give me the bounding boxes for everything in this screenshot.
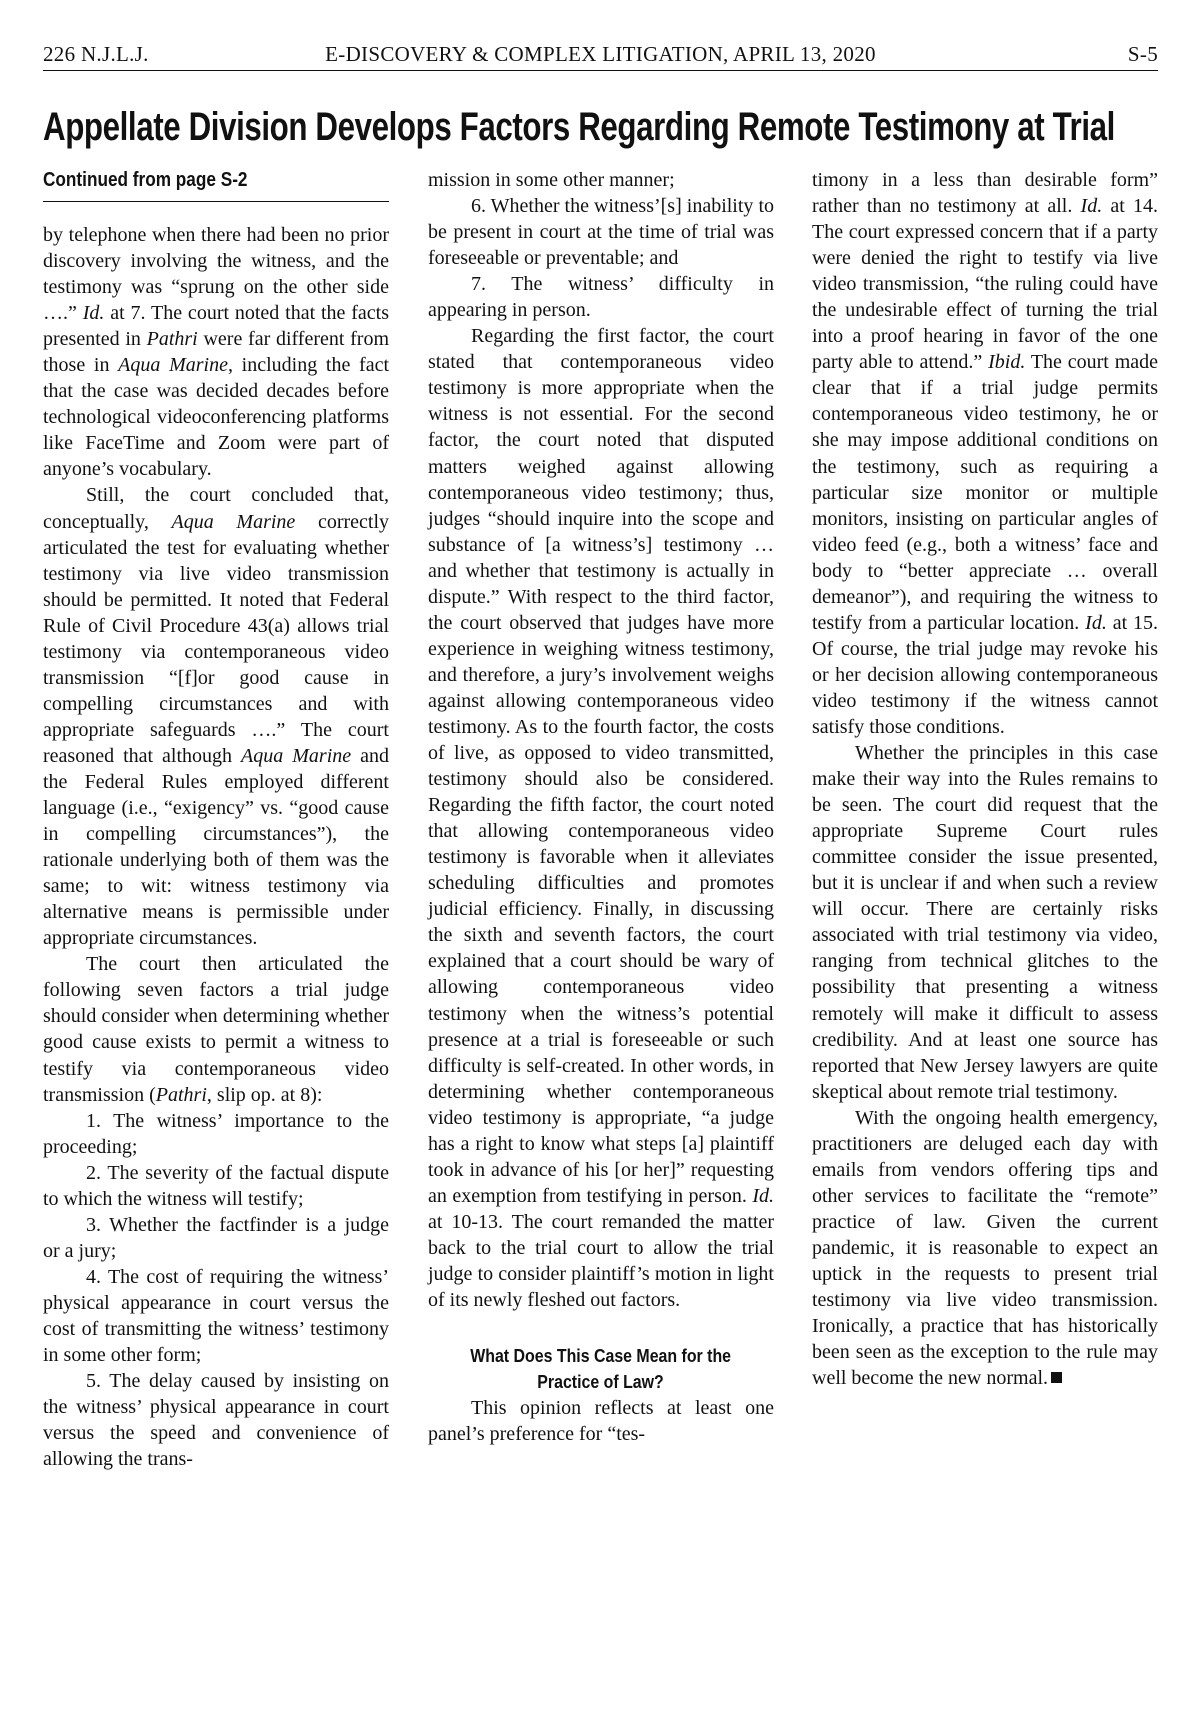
continued-from-label: Continued from page S-2: [43, 167, 389, 202]
paragraph: With the ongoing health emergency, practitioners are deluged each day with emails from vendors offering tips and other services to facilitate the “remote” practice of law. Given the current pandemic, it is reasonable to expect an uptick in the requests to present trial testimony via live video transmission. Ironically, a practice that has historically been seen as the exception to the rule may well become the new normal.: [812, 1106, 1158, 1390]
running-header: [43, 40, 1158, 71]
end-of-article-mark: [1051, 1372, 1062, 1383]
section-title: E-DISCOVERY & COMPLEX LITIGATION, APRIL 13, 2020: [325, 42, 876, 66]
section-subheading: What Does This Case Mean for the Practice of Law?: [470, 1345, 732, 1393]
paragraph: Regarding the first factor, the court stated that contemporaneous video testimony is more appropriate when the witness is not essential. For the second factor, the court noted that disputed matters weighed against allowing contemporaneous video testimony; thus, judges “should inquire into the scope and substance of [a witness’s] testimony … and whether that testimony is actually in dispute.” With respect to the third factor, the court observed that judges have more experience in weighing witness testimony, and therefore, a jury’s involvement weighs against allowing contemporaneous video testimony. As to the fourth factor, the costs of live, as opposed to video transmitted, testimony should also be considered. Regarding the fifth factor, the court noted that allowing contemporaneous video testimony is favorable when it alleviates scheduling difficulties and promotes judicial efficiency. Finally, in discussing the sixth and seventh factors, the court explained that a court should be wary of allowing contemporaneous video testimony when the witness’s potential presence at a trial is foreseeable or such difficulty is self-created. In other words, in determining whether contemporaneous video testimony is appropriate, “a judge has a right to know what steps [a] plaintiff took in advance of his [or her]” requesting an exemption from testifying in person. Id. at 10-13. The court remanded the matter back to the trial court to allow the trial judge to consider plaintiff’s motion in light of its newly fleshed out factors.: [428, 325, 774, 1312]
headline-text: Appellate Division Develops Factors Regarding Remote Testimony at Trial: [43, 105, 1115, 149]
factor-item: 4. The cost of requiring the witness’ physical appearance in court versus the cost of transmitting the witness’ testimony in some other form;: [43, 1265, 389, 1367]
factor-item: 2. The severity of the factual dispute to which the witness will testify;: [43, 1161, 389, 1210]
factor-item: 5. The delay caused by insisting on the witness’ physical appearance in court versus the speed and convenience of allowing the trans-: [43, 1370, 389, 1471]
factor-item: 6. Whether the witness’[s] inability to be present in court at the time of trial was foreseeable or preventable; and: [428, 195, 774, 270]
volume-label: 226 N.J.L.J.: [43, 42, 149, 66]
paragraph: mission in some other manner;: [428, 169, 675, 191]
paragraph: The court then articulated the following seven factors a trial judge should consider when determining whether good cause exists to permit a witness to testify via contemporaneous video transmission (Pathri, slip op. at 8):: [43, 953, 389, 1106]
paragraph: timony in a less than desirable form” rather than no testimony at all. Id. at 14. The court expressed concern that if a party were denied the right to testify via live video transmission, “the ruling could have the undesirable effect of turning the trial into a proof hearing in favor of the one party able to attend.” Ibid. The court made clear that if a trial judge permits contemporaneous video testimony, he or she may impose additional conditions on the testimony, such as requiring a particular size monitor or multiple monitors, insisting on particular angles of video feed (e.g., both a witness’ face and body to “better appreciate … overall demeanor”), and requiring the witness to testify from a particular location. Id. at 15. Of course, the trial judge may revoke his or her decision allowing contemporaneous video testimony if the witness cannot satisfy those conditions.: [812, 169, 1159, 738]
article-headline: [43, 97, 1158, 157]
column-3: [812, 167, 1158, 1391]
column-1: [43, 167, 389, 1472]
factor-item: 1. The witness’ importance to the proceeding;: [43, 1109, 389, 1158]
factor-item: 3. Whether the factfinder is a judge or a jury;: [43, 1213, 389, 1262]
paragraph: by telephone when there had been no prior discovery involving the witness, and the testimony was “sprung on the other side ….” Id. at 7. The court noted that the facts presented in Pathri were far different from those in Aqua Marine, including the fact that the case was decided decades before technological videoconferencing platforms like FaceTime and Zoom were part of anyone’s vocabulary.: [43, 224, 390, 481]
factor-item: 7. The witness’ difficulty in appearing in person.: [428, 273, 774, 322]
column-2: [428, 167, 774, 1447]
paragraph: This opinion reflects at least one panel’s preference for “tes-: [428, 1397, 774, 1446]
paragraph: Whether the principles in this case make their way into the Rules remains to be seen. The court did request that the appropriate Supreme Court rules committee consider the issue presented, but it is unclear if and when such a review will occur. There are certainly risks associated with trial testimony via video, ranging from technical glitches to the possibility that presenting a witness remotely will make it difficult to assess credibility. And at least one source has reported that New Jersey lawyers are quite skeptical about remote trial testimony.: [812, 742, 1158, 1103]
page-number: S-5: [1127, 42, 1158, 66]
paragraph: Still, the court concluded that, conceptually, Aqua Marine correctly articulated the test for evaluating whether testimony via live video transmission should be permitted. It noted that Federal Rule of Civil Procedure 43(a) allows trial testimony via contemporaneous video transmission “[f]or good cause in compelling circumstances and with appropriate safeguards ….” The court reasoned that although Aqua Marine and the Federal Rules employed different language (i.e., “exigency” vs. “good cause in compelling circumstances”), the rationale underlying both of them was the same; to wit: witness testimony via alternative means is permissible under appropriate circumstances.: [43, 484, 390, 950]
